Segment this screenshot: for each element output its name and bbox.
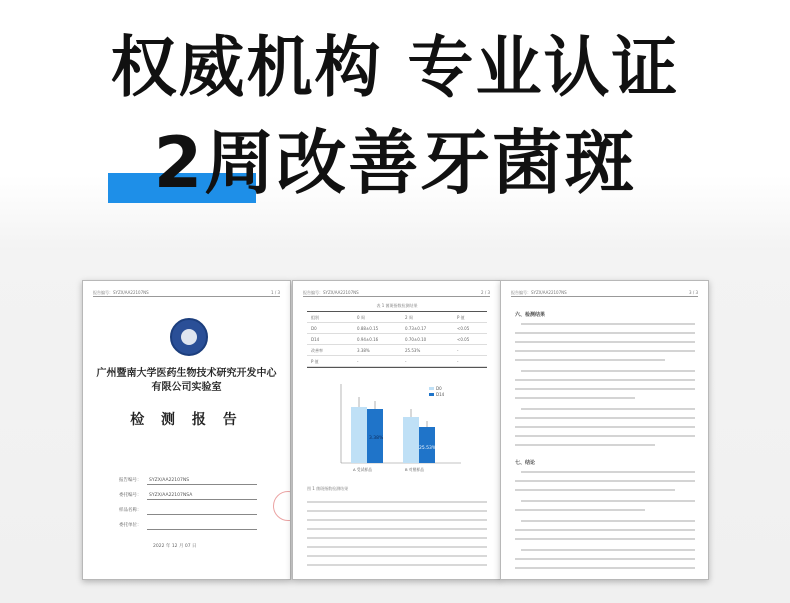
page-header bbox=[303, 290, 490, 297]
table-cell: 0.88±0.15 bbox=[357, 326, 379, 331]
text-line bbox=[515, 426, 695, 428]
text-line bbox=[515, 558, 695, 560]
report-date: 2022 年 12 月 07 日 bbox=[153, 544, 197, 549]
text-line bbox=[515, 538, 695, 540]
field-underline bbox=[147, 529, 257, 530]
page-header-text: 报告编号：SYZX/AA22107NS bbox=[303, 290, 359, 295]
text-line bbox=[307, 528, 487, 530]
x-tick-label: B 对照样品 bbox=[405, 467, 424, 472]
table-cell: D14 bbox=[311, 337, 320, 342]
text-line bbox=[515, 529, 695, 531]
text-line bbox=[515, 435, 695, 437]
table-cell: - bbox=[405, 359, 407, 364]
table-cell: 0.94±0.16 bbox=[357, 337, 379, 342]
text-line bbox=[515, 359, 665, 361]
page-header bbox=[93, 290, 280, 297]
field-underline bbox=[147, 514, 257, 515]
legend-swatch-d0 bbox=[429, 387, 434, 390]
report-field bbox=[119, 477, 259, 485]
text-line bbox=[521, 500, 695, 502]
page-number: 1 / 3 bbox=[271, 290, 280, 295]
text-line bbox=[307, 546, 487, 548]
report-title: 检 测 报 告 bbox=[130, 412, 243, 428]
table-row bbox=[307, 312, 487, 323]
table-row bbox=[307, 345, 487, 356]
table-cell: D0 bbox=[311, 326, 317, 331]
report-field bbox=[119, 522, 259, 530]
table-title: 表 1 菌斑指数检测结果 bbox=[376, 303, 418, 308]
text-line bbox=[521, 323, 695, 325]
text-line bbox=[515, 417, 695, 419]
page-header-text: 报告编号：SYZX/AA22107NS bbox=[93, 290, 149, 295]
report-field bbox=[119, 492, 259, 500]
page-header-text: 报告编号：SYZX/AA22107NS bbox=[511, 290, 567, 295]
text-line bbox=[515, 379, 695, 381]
text-line bbox=[307, 519, 487, 521]
headline-line-2-text: 2周改善牙菌斑 bbox=[153, 122, 637, 204]
text-line bbox=[515, 509, 645, 511]
section-heading: 七、结论 bbox=[515, 460, 536, 466]
bar-a-d0 bbox=[351, 407, 367, 463]
table-cell: 25.53% bbox=[405, 348, 421, 353]
table-row bbox=[307, 323, 487, 334]
legend-label: D0 bbox=[436, 386, 442, 391]
table-cell: - bbox=[357, 359, 359, 364]
field-underline bbox=[147, 499, 257, 500]
text-line bbox=[521, 408, 695, 410]
text-line bbox=[515, 489, 675, 491]
report-field bbox=[119, 507, 259, 515]
text-line bbox=[307, 537, 487, 539]
text-line bbox=[521, 370, 695, 372]
text-line bbox=[307, 555, 487, 557]
text-line bbox=[515, 444, 655, 446]
table-cell: - bbox=[457, 348, 459, 353]
bar-data-label: 3.38% bbox=[369, 436, 384, 441]
legend-label: D14 bbox=[436, 392, 445, 397]
page-number: 2 / 3 bbox=[481, 290, 490, 295]
table-cell: 3.38% bbox=[357, 348, 370, 353]
table-cell: <0.05 bbox=[457, 337, 470, 342]
text-line bbox=[515, 480, 695, 482]
report-page-cover bbox=[82, 280, 291, 580]
field-value: SYZX/AA22107NSA bbox=[149, 493, 193, 498]
text-line bbox=[521, 549, 695, 551]
text-line bbox=[307, 501, 487, 503]
text-line bbox=[515, 332, 695, 334]
table-cell: 0 周 bbox=[357, 315, 365, 320]
results-table bbox=[307, 311, 487, 368]
table-cell: <0.05 bbox=[457, 326, 470, 331]
field-label: 委托单位： bbox=[119, 523, 142, 528]
text-line bbox=[515, 397, 635, 399]
text-line bbox=[521, 520, 695, 522]
table-cell: 0.70±0.10 bbox=[405, 337, 427, 342]
field-label: 样品名称： bbox=[119, 508, 142, 513]
text-line bbox=[307, 564, 487, 566]
table-cell: - bbox=[457, 359, 459, 364]
field-value: SYZX/AA22107NS bbox=[149, 478, 190, 483]
field-underline bbox=[147, 484, 257, 485]
table-row bbox=[307, 334, 487, 345]
field-label: 报告编号： bbox=[119, 478, 142, 483]
bar-b-d0 bbox=[403, 417, 419, 463]
page-number: 3 / 3 bbox=[689, 290, 698, 295]
bar-data-label: 25.53% bbox=[419, 446, 437, 451]
headline-line-1: 权威机构 专业认证 bbox=[110, 29, 680, 106]
table-cell: 0.73±0.17 bbox=[405, 326, 427, 331]
bar-chart bbox=[311, 379, 481, 479]
section-heading: 六、检测结果 bbox=[515, 312, 546, 318]
report-page-conclusion bbox=[500, 280, 709, 580]
table-cell: P 值 bbox=[311, 359, 319, 364]
headline-line-2 bbox=[0, 118, 790, 208]
university-seal-icon bbox=[170, 318, 208, 356]
table-cell: 组别 bbox=[311, 315, 319, 320]
lab-name-line-2: 有限公司实验室 bbox=[151, 382, 222, 393]
x-tick-label: A 受试样品 bbox=[353, 467, 372, 472]
bar-b-d14 bbox=[419, 427, 435, 463]
text-line bbox=[515, 567, 695, 569]
lab-name-line-1: 广州暨南大学医药生物技术研究开发中心 bbox=[96, 368, 277, 379]
report-page-results bbox=[292, 280, 501, 580]
legend-swatch-d14 bbox=[429, 393, 434, 396]
red-stamp-icon bbox=[273, 491, 291, 521]
table-row bbox=[307, 356, 487, 367]
text-line bbox=[515, 388, 695, 390]
table-cell: 改善率 bbox=[311, 348, 323, 353]
text-line bbox=[307, 510, 487, 512]
chart-caption: 图 1 菌斑指数检测结果 bbox=[307, 486, 349, 491]
table-cell: P 值 bbox=[457, 315, 465, 320]
text-line bbox=[521, 471, 695, 473]
table-cell: 2 周 bbox=[405, 315, 413, 320]
page-header bbox=[511, 290, 698, 297]
text-line bbox=[515, 350, 695, 352]
hero-banner bbox=[0, 0, 790, 250]
text-line bbox=[515, 341, 695, 343]
field-label: 委托编号： bbox=[119, 493, 142, 498]
